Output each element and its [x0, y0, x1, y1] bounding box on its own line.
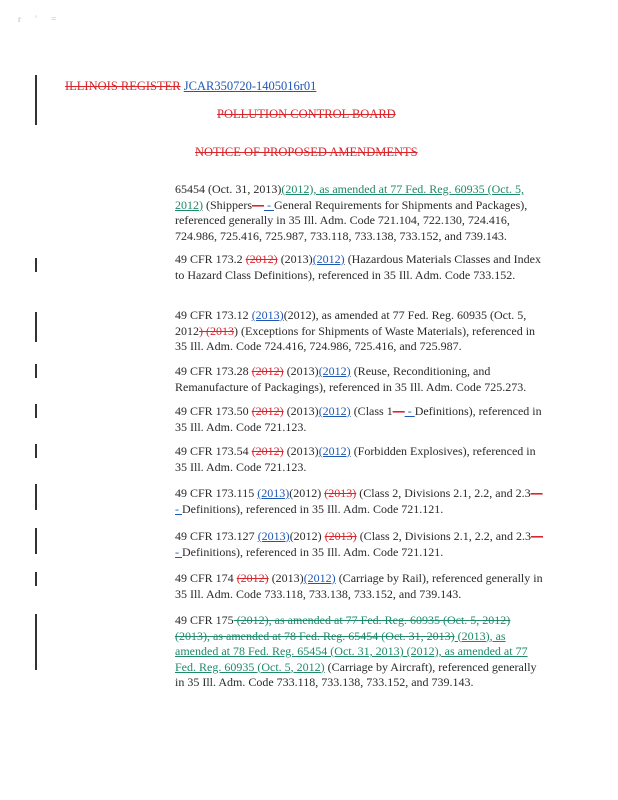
citation-paragraph-8 [175, 529, 547, 560]
change-bar [35, 614, 37, 670]
citation-paragraph-7 [175, 486, 547, 517]
text-run: (Class 2, Divisions 2.1, 2.2, and 2.3 [356, 486, 531, 500]
inserted-text: (2013), as amended at 78 Fed. Reg. 65454 (Oct. 31, 2013) (2012), as amended at 77 Fed. Reg. 60935 (Oct. 5, 2012) [175, 628, 528, 674]
text-run: 49 CFR 173.127 [175, 529, 258, 543]
text-run: 49 CFR 175 [175, 613, 234, 627]
text-run: (Class 1 [350, 404, 393, 418]
text-run: (2013) [283, 444, 319, 458]
scan-corner-mark: r ' = [18, 14, 63, 24]
register-id: JCAR350720-1405016r01 [183, 79, 317, 93]
change-bar [35, 258, 37, 272]
inserted-text: - [404, 404, 415, 418]
notice-title [195, 145, 418, 160]
citation-paragraph-6 [175, 444, 547, 475]
change-bar [35, 528, 37, 554]
text-run: Definitions), referenced in 35 Ill. Adm. Code 721.121. [182, 501, 444, 516]
inserted-text: (2013) [251, 308, 284, 322]
text-run: General Requirements for Shipments and Packages), referenced generally in 35 Ill. Adm. Code 721.104, 722.130, 724.416, 724.986, 725.416, 725.987, 733.118, 733.138, 733.152, and 739.143. [175, 197, 528, 243]
citation-paragraph-5 [175, 404, 547, 435]
inserted-text: (2012) [312, 252, 345, 266]
text-run: Definitions), referenced in 35 Ill. Adm. Code 721.121. [182, 544, 444, 559]
deleted-text: — [531, 529, 544, 543]
text-run: (2012) [289, 486, 325, 500]
text-run: 49 CFR 173.50 [175, 404, 252, 418]
inserted-text: (2012) [318, 404, 351, 418]
text-run: (Carriage by Aircraft), referenced generally in 35 Ill. Adm. Code 733.118, 733.138, 733.152, and 739.143. [175, 659, 537, 689]
deleted-text: (2012) [251, 444, 284, 458]
board-title-text: POLLUTION CONTROL BOARD [217, 107, 396, 121]
deleted-text: — [252, 197, 264, 212]
deleted-text: (2012), as amended at 77 Fed. Reg. 60935 (Oct. 5, 2012) (2013), as amended at 78 Fed. Reg. 65454 (Oct. 31, 2013) [175, 613, 511, 643]
text-run: (Forbidden Explosives), referenced in 35 Ill. Adm. Code 721.123. [175, 444, 536, 474]
change-bar [35, 312, 37, 342]
text-run: 49 CFR 173.115 [175, 486, 258, 500]
inserted-text: (2012) [318, 364, 351, 378]
board-title [217, 107, 396, 122]
text-run: 49 CFR 173.54 [175, 444, 252, 458]
inserted-text: (2013) [257, 486, 290, 500]
text-run: (Class 2, Divisions 2.1, 2.2, and 2.3 [356, 529, 532, 543]
text-run: 49 CFR 173.2 [175, 252, 246, 266]
citation-paragraph-9 [175, 571, 547, 602]
text-run: (2012), as amended at 77 Fed. Reg. 60935 (Oct. 5, 2012 [175, 308, 527, 338]
text-run: 49 CFR 173.28 [175, 364, 252, 378]
change-bar [35, 364, 37, 378]
change-bar [35, 484, 37, 510]
change-bar [35, 444, 37, 458]
deleted-text: (2012) [251, 404, 284, 418]
change-bar [35, 404, 37, 418]
text-run: (Carriage by Rail), referenced generally in 35 Ill. Adm. Code 733.118, 733.138, 733.152, and 739.143. [175, 571, 543, 601]
deleted-text: — [530, 486, 543, 500]
text-run: (2012) [289, 529, 325, 543]
deleted-text: (2012) [251, 364, 284, 378]
text-run: (2013) [277, 252, 313, 266]
text-run: ) (Exceptions for Shipments of Waste Materials), referenced in 35 Ill. Adm. Code 724.416, 724.986, 725.416, and 725.987. [175, 323, 536, 353]
notice-title-text: NOTICE OF PROPOSED AMENDMENTS [195, 145, 418, 159]
text-run: (Reuse, Reconditioning, and Remanufacture of Packagings), referenced in 35 Ill. Adm. Code 725.273. [175, 364, 527, 394]
register-struck: ILLINOIS REGISTER [65, 79, 181, 93]
inserted-text: - [175, 544, 182, 559]
text-run: 49 CFR 173.12 [175, 308, 252, 322]
citation-paragraph-2 [175, 252, 547, 283]
text-run: 49 CFR 174 [175, 571, 237, 585]
deleted-text: (2012) [245, 252, 278, 266]
citation-paragraph-4 [175, 364, 547, 395]
citation-paragraph-10 [175, 613, 547, 691]
text-run: (Hazardous Materials Classes and Index to Hazard Class Definitions), referenced in 35 Ill. Adm. Code 733.152. [175, 252, 541, 282]
inserted-text: (2013) [257, 529, 290, 543]
inserted-text: (2012) [303, 571, 336, 585]
deleted-text: (2013) [324, 529, 357, 543]
deleted-text: — [392, 404, 405, 418]
text-run: (2013) [268, 571, 304, 585]
text-run: (2013) [283, 404, 319, 418]
text-run: (Shippers [203, 197, 252, 212]
text-run: Definitions), referenced in 35 Ill. Adm. Code 721.123. [175, 404, 542, 434]
register-header [65, 79, 316, 94]
change-bar [35, 75, 37, 125]
text-run: 65454 (Oct. 31, 2013) [175, 182, 282, 196]
citation-paragraph-1 [175, 182, 547, 244]
deleted-text: (2012) [236, 571, 269, 585]
deleted-text: ) (2013 [199, 323, 234, 338]
inserted-text: (2012), as amended at 77 Fed. Reg. 60935 (Oct. 5, 2012) [175, 182, 524, 212]
inserted-text: (2012) [318, 444, 351, 458]
text-run: (2013) [283, 364, 319, 378]
inserted-text: - [264, 197, 274, 212]
citation-paragraph-3 [175, 308, 547, 355]
change-bar [35, 572, 37, 586]
deleted-text: (2013) [324, 486, 357, 500]
inserted-text: - [175, 501, 182, 516]
